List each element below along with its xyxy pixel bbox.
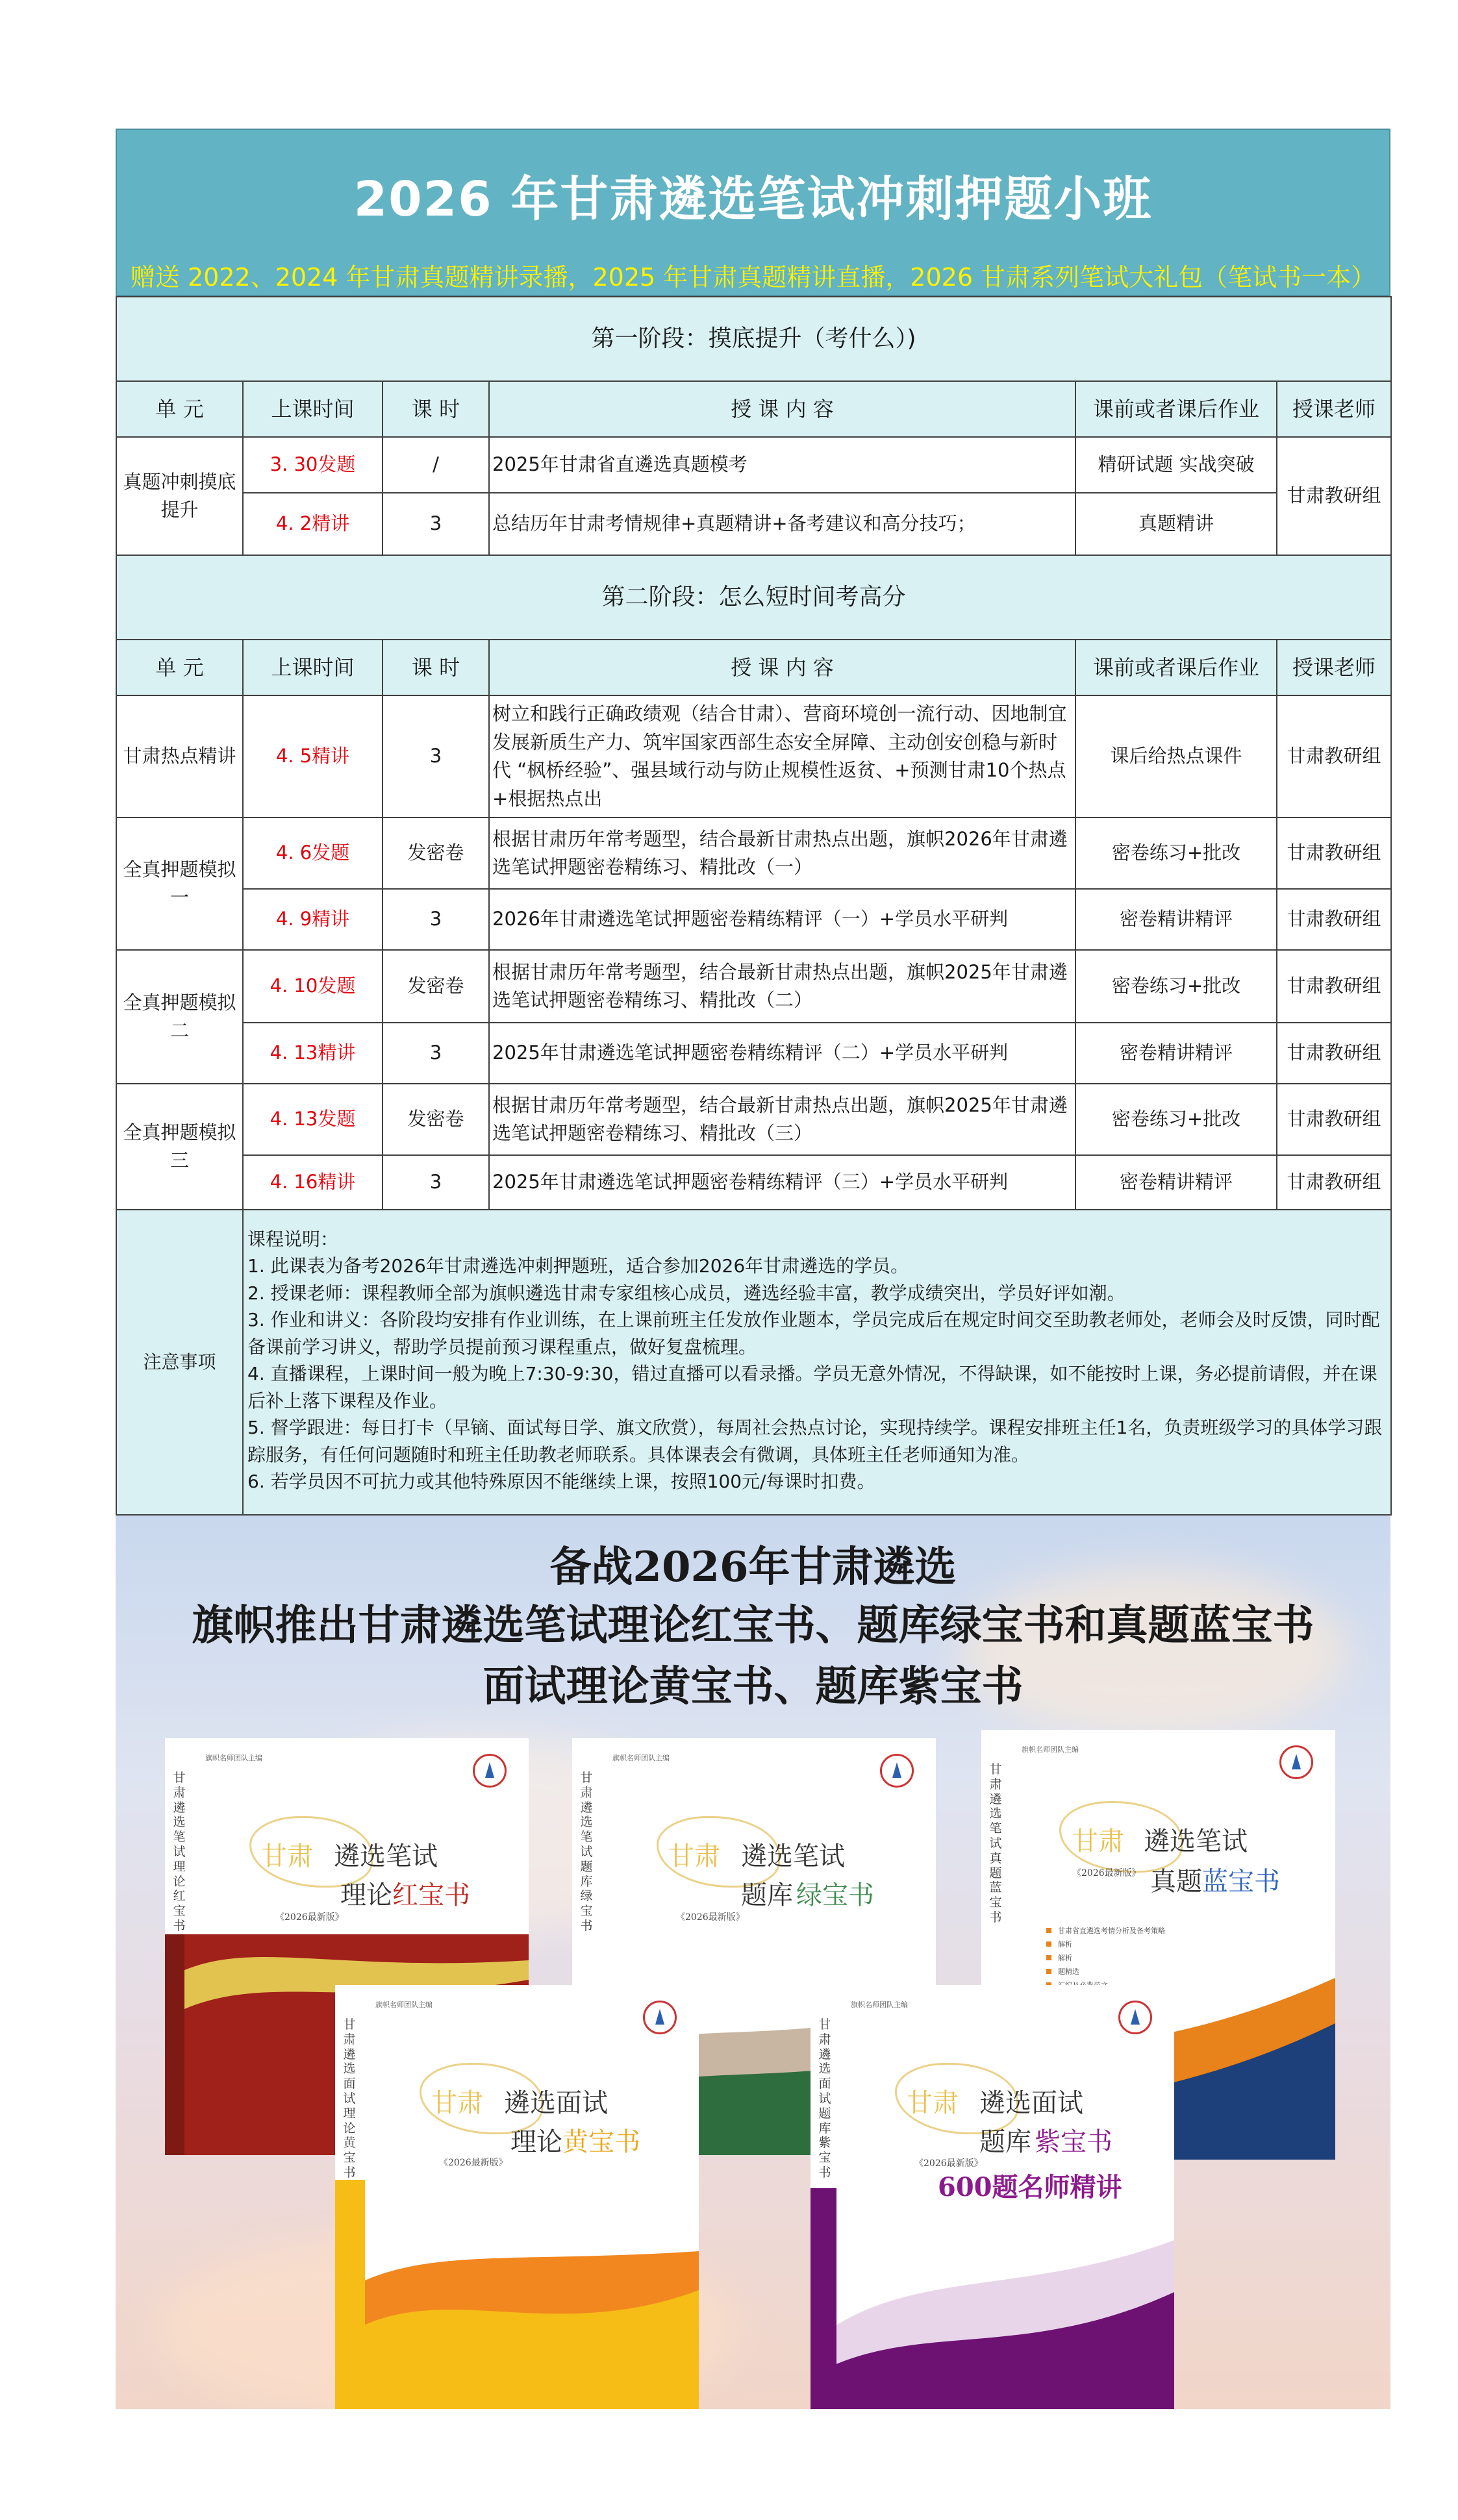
hours-cell: 发密卷 — [383, 950, 489, 1023]
content-cell: 2026年甘肃遴选笔试押题密卷精练精评（一）+学员水平研判 — [489, 889, 1075, 950]
book-title-line2a: 题库 — [979, 2127, 1031, 2157]
content-cell: 2025年甘肃省直遴选真题模考 — [489, 437, 1075, 493]
gift-line: 赠送 2022、2024 年甘肃真题精讲录播，2025 年甘肃真题精讲直播，2026 甘肃系列笔试大礼包（笔试书一本） — [130, 263, 1376, 292]
book-title-line2b: 黄宝书 — [562, 2127, 640, 2157]
stage1-title-row — [116, 297, 1391, 381]
course-table — [116, 296, 1392, 1516]
col-hours: 课 时 — [383, 381, 489, 437]
time-cell: 4. 5精讲 — [243, 695, 383, 817]
book-edition: 《2026最新版》 — [275, 1912, 344, 1923]
book-title-line2b: 蓝宝书 — [1202, 1867, 1280, 1897]
book-spine-title: 甘肃遴选笔试真题蓝宝书 — [989, 1762, 1002, 1925]
notes-line: 课程说明： — [247, 1229, 339, 1250]
time-cell: 3. 30发题 — [243, 437, 383, 493]
list-item-text: 解析 — [1058, 1953, 1072, 1962]
list-item — [1046, 1952, 1165, 1965]
notes-line: 2. 授课老师：课程教师全部为旗帜遴选甘肃专家组核心成员，遴选经验丰富，教学成绩突出，学员好评如潮。 — [247, 1282, 1125, 1304]
notes-line: 3. 作业和讲义：各阶段均安排有作业训练，在上课前班主任发放作业题本，学员完成后在规定时间交至助教老师处，老师会及时反馈，同时配备课前学习讲义，帮助学员提前预习课程重点，做好复盘梳理。 — [247, 1309, 1380, 1358]
book-title-line2b: 绿宝书 — [796, 1880, 874, 1910]
book-wave-graphic — [335, 2180, 699, 2409]
time-cell: 4. 16精讲 — [243, 1155, 383, 1210]
emblem-icon — [1279, 1745, 1313, 1779]
column-header-row — [116, 381, 1391, 437]
list-item — [1046, 1925, 1165, 1938]
book-title-line1: 遴选面试 — [504, 2088, 608, 2118]
content-cell: 根据甘肃历年常考题型，结合最新甘肃热点出题，旗帜2025年甘肃遴选笔试押题密卷精练习、精批改（二） — [489, 950, 1075, 1023]
unit-cell: 真题冲刺摸底提升 — [116, 437, 243, 555]
homework-cell: 密卷练习+批改 — [1075, 1084, 1277, 1155]
promo-banner — [116, 1516, 1390, 2409]
time-cell: 4. 13发题 — [243, 1084, 383, 1155]
hours-cell: 3 — [383, 493, 489, 555]
book-publisher: 旗帜名师团队主编 — [375, 2001, 433, 2009]
table-row — [116, 437, 1391, 493]
book-purple-cover — [811, 1985, 1174, 2409]
time-cell: 4. 13精讲 — [243, 1023, 383, 1084]
unit-cell: 甘肃热点精讲 — [116, 695, 243, 817]
unit-cell: 全真押题模拟二 — [116, 950, 243, 1084]
content-cell: 总结历年甘肃考情规律+真题精讲+备考建议和高分技巧； — [489, 493, 1075, 555]
hours-cell: / — [383, 437, 489, 493]
book-title-line1: 遴选笔试 — [334, 1841, 438, 1871]
col-unit: 单 元 — [116, 381, 243, 437]
book-publisher: 旗帜名师团队主编 — [1022, 1745, 1079, 1754]
book-gansu: 甘肃 — [668, 1841, 720, 1871]
table-row — [116, 950, 1391, 1023]
emblem-icon — [880, 1754, 914, 1788]
emblem-icon — [643, 2001, 677, 2034]
teacher-cell: 甘肃教研组 — [1277, 1155, 1391, 1210]
notes-line: 1. 此课表为备考2026年甘肃遴选冲刺押题班，适合参加2026年甘肃遴选的学员。 — [247, 1255, 909, 1277]
book-spine-title: 甘肃遴选面试题库紫宝书 — [818, 2017, 831, 2180]
col-time: 上课时间 — [243, 640, 383, 695]
table-row — [116, 695, 1391, 817]
col-time: 上课时间 — [243, 381, 383, 437]
stage1-title: 第一阶段：摸底提升（考什么）) — [116, 297, 1391, 381]
promo-subline: 面试理论黄宝书、题库紫宝书 — [483, 1662, 1024, 1711]
list-item-text: 题精选 — [1058, 1967, 1079, 1976]
time-cell: 4. 2精讲 — [243, 493, 383, 555]
header-banner — [116, 129, 1390, 296]
content-cell: 树立和践行正确政绩观（结合甘肃）、营商环境创一流行动、因地制宜发展新质生产力、筑牢国家西部生态安全屏障、主动创安创稳与新时代 “枫桥经验”、强县域行动与防止规模性返贫、+预测甘肃10个热点+根据热点出 — [489, 695, 1075, 817]
content-cell: 2025年甘肃遴选笔试押题密卷精练精评（三）+学员水平研判 — [489, 1155, 1075, 1210]
content-cell: 根据甘肃历年常考题型，结合最新甘肃热点出题，旗帜2026年甘肃遴选笔试押题密卷精练习、精批改（一） — [489, 817, 1075, 889]
book-title-line2a: 真题 — [1150, 1867, 1202, 1897]
homework-cell: 密卷精讲精评 — [1075, 1023, 1277, 1084]
book-spine-title: 甘肃遴选笔试理论红宝书 — [173, 1771, 186, 1933]
hours-cell: 3 — [383, 695, 489, 817]
content-cell: 2025年甘肃遴选笔试押题密卷精练精评（二）+学员水平研判 — [489, 1023, 1075, 1084]
book-title-line2a: 理论 — [510, 2127, 562, 2157]
list-item — [1046, 1938, 1165, 1952]
book-gansu: 甘肃 — [431, 2088, 483, 2118]
teacher-cell: 甘肃教研组 — [1277, 950, 1391, 1023]
emblem-icon — [473, 1754, 507, 1788]
notes-body — [243, 1210, 1391, 1515]
homework-cell: 密卷精讲精评 — [1075, 889, 1277, 950]
book-spine-title: 甘肃遴选笔试题库绿宝书 — [580, 1771, 593, 1933]
time-cell: 4. 9精讲 — [243, 889, 383, 950]
teacher-cell: 甘肃教研组 — [1277, 437, 1391, 555]
teacher-cell: 甘肃教研组 — [1277, 817, 1391, 889]
col-homework: 课前或者课后作业 — [1075, 640, 1277, 695]
book-title-line2b: 红宝书 — [392, 1880, 470, 1910]
table-row — [116, 1023, 1391, 1084]
book-publisher: 旗帜名师团队主编 — [612, 1754, 670, 1762]
unit-cell: 全真押题模拟一 — [116, 817, 243, 950]
notes-label: 注意事项 — [116, 1210, 243, 1515]
homework-cell: 课后给热点课件 — [1075, 695, 1277, 817]
book-wave-graphic — [811, 2188, 1174, 2409]
col-teacher: 授课老师 — [1277, 640, 1391, 695]
col-hours: 课 时 — [383, 640, 489, 695]
homework-cell: 密卷精讲精评 — [1075, 1155, 1277, 1210]
book-edition: 《2026最新版》 — [1072, 1868, 1141, 1878]
promo-headline: 备战2026年甘肃遴选 — [549, 1543, 957, 1591]
list-item-text: 甘肃省直遴选考情分析及备考策略 — [1058, 1927, 1165, 1935]
table-row — [116, 493, 1391, 555]
promo-subline: 旗帜推出甘肃遴选笔试理论红宝书、题库绿宝书和真题蓝宝书 — [192, 1601, 1314, 1650]
teacher-cell: 甘肃教研组 — [1277, 889, 1391, 950]
homework-cell: 密卷练习+批改 — [1075, 817, 1277, 889]
emblem-icon — [1118, 2001, 1152, 2034]
notes-row — [116, 1210, 1391, 1515]
table-row — [116, 817, 1391, 889]
column-header-row — [116, 640, 1391, 695]
unit-cell: 全真押题模拟三 — [116, 1084, 243, 1210]
page-title: 2026 年甘肃遴选笔试冲刺押题小班 — [353, 171, 1153, 227]
col-content: 授 课 内 容 — [489, 381, 1075, 437]
col-teacher: 授课老师 — [1277, 381, 1391, 437]
book-title-line1: 遴选笔试 — [741, 1841, 845, 1871]
book-title-line1: 遴选面试 — [979, 2088, 1083, 2118]
book-extra-title: 600题名师精讲 — [938, 2172, 1122, 2202]
hours-cell: 3 — [383, 889, 489, 950]
table-row — [116, 1084, 1391, 1155]
homework-cell: 真题精讲 — [1075, 493, 1277, 555]
book-title-line2b: 紫宝书 — [1035, 2127, 1112, 2157]
homework-cell: 密卷练习+批改 — [1075, 950, 1277, 1023]
list-item-text: 解析 — [1058, 1940, 1072, 1949]
col-unit: 单 元 — [116, 640, 243, 695]
book-gansu: 甘肃 — [907, 2088, 959, 2118]
book-publisher: 旗帜名师团队主编 — [205, 1754, 262, 1762]
col-content: 授 课 内 容 — [489, 640, 1075, 695]
book-publisher: 旗帜名师团队主编 — [851, 2001, 908, 2009]
hours-cell: 3 — [383, 1023, 489, 1084]
col-homework: 课前或者课后作业 — [1075, 381, 1277, 437]
table-row — [116, 889, 1391, 950]
table-row — [116, 1155, 1391, 1210]
book-edition: 《2026最新版》 — [439, 2158, 508, 2168]
stage2-title-row — [116, 555, 1391, 640]
time-cell: 4. 10发题 — [243, 950, 383, 1023]
teacher-cell: 甘肃教研组 — [1277, 695, 1391, 817]
hours-cell: 发密卷 — [383, 817, 489, 889]
teacher-cell: 甘肃教研组 — [1277, 1084, 1391, 1155]
book-spine-title: 甘肃遴选面试理论黄宝书 — [343, 2017, 356, 2180]
book-gansu: 甘肃 — [261, 1841, 313, 1871]
book-edition: 《2026最新版》 — [676, 1912, 745, 1923]
book-title-line2a: 题库 — [741, 1880, 793, 1910]
hours-cell: 3 — [383, 1155, 489, 1210]
book-title-line1: 遴选笔试 — [1144, 1827, 1248, 1856]
homework-cell: 精研试题 实战突破 — [1075, 437, 1277, 493]
time-cell: 4. 6发题 — [243, 817, 383, 889]
hours-cell: 发密卷 — [383, 1084, 489, 1155]
notes-line: 6. 若学员因不可抗力或其他特殊原因不能继续上课，按照100元/每课时扣费。 — [247, 1470, 875, 1492]
notes-line: 4. 直播课程，上课时间一般为晚上7:30-9:30，错过直播可以看录播。学员无意外情况，不得缺课，如不能按时上课，务必提前请假，并在课后补上落下课程及作业。 — [247, 1363, 1377, 1412]
book-yellow-cover — [335, 1985, 699, 2409]
content-cell: 根据甘肃历年常考题型，结合最新甘肃热点出题，旗帜2025年甘肃遴选笔试押题密卷精练习、精批改（三） — [489, 1084, 1075, 1155]
stage2-title: 第二阶段：怎么短时间考高分 — [116, 555, 1391, 640]
book-gansu: 甘肃 — [1072, 1827, 1124, 1856]
notes-line: 5. 督学跟进：每日打卡（早镝、面试每日学、旗文欣赏），每周社会热点讨论，实现持续学。课程安排班主任1名，负责班级学习的具体学习跟踪服务，有任何问题随时和班主任助教老师联系。具体课表会有微调，具体班主任老师通知为准。 — [247, 1417, 1383, 1466]
book-title-line2a: 理论 — [340, 1880, 392, 1910]
book-edition: 《2026最新版》 — [914, 2158, 983, 2169]
course-sheet — [116, 129, 1390, 2409]
teacher-cell: 甘肃教研组 — [1277, 1023, 1391, 1084]
